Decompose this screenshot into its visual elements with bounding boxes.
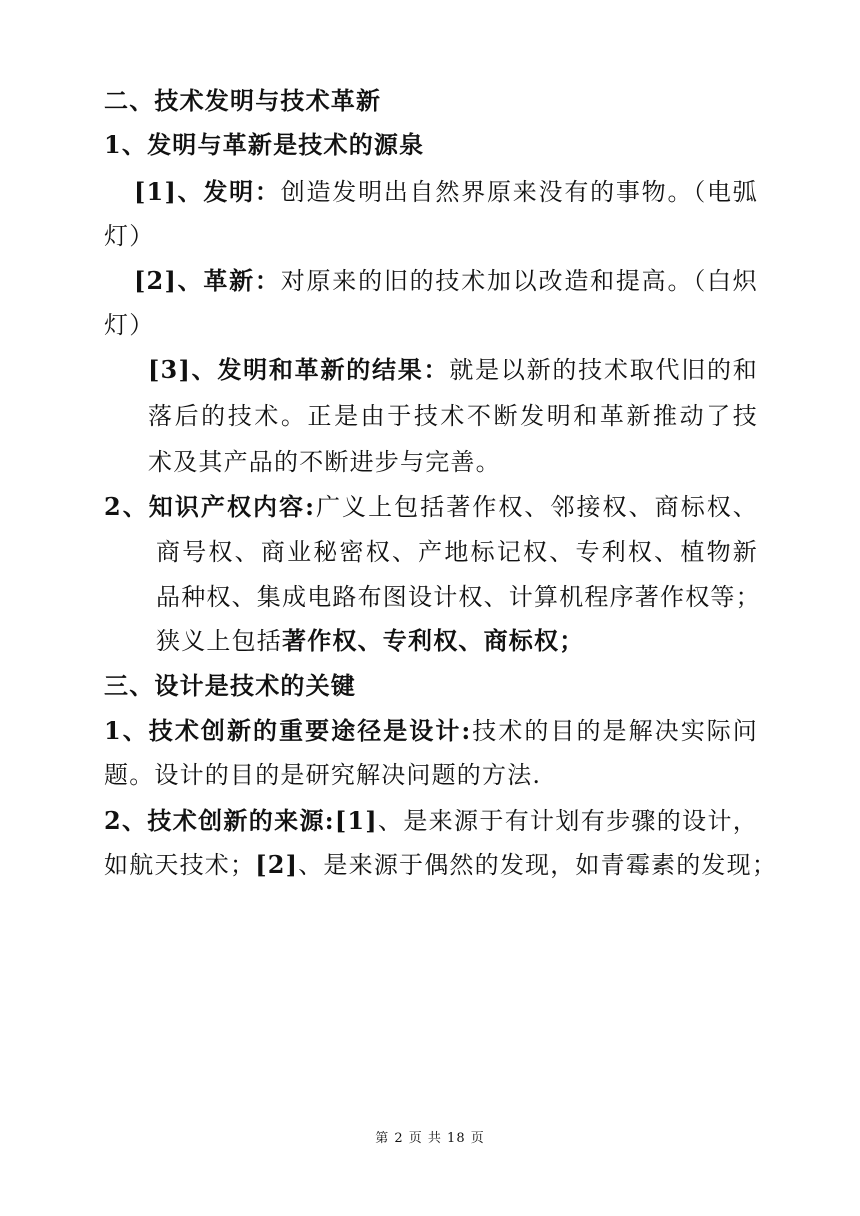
text-span: 著作权、专利权、商标权； bbox=[282, 626, 585, 655]
section-heading-invention bbox=[104, 84, 758, 118]
text-span: 广义上包括著作权、邻接权、商标权、 bbox=[315, 493, 758, 521]
paragraph-line bbox=[156, 535, 758, 569]
text-span: 灯） bbox=[104, 222, 155, 250]
paragraph-line bbox=[104, 714, 758, 748]
paragraph-line bbox=[104, 490, 758, 524]
section-heading-design bbox=[104, 669, 758, 703]
text-span: 如航天技术； bbox=[104, 851, 256, 879]
text-span: 就是以新的技术取代旧的和 bbox=[449, 356, 759, 384]
text-span: 品种权、集成电路布图设计权、计算机程序著作权等； bbox=[156, 583, 761, 611]
subheading-source-of-technology bbox=[104, 128, 758, 162]
text-span: 、是来源于有计划有步骤的设计， bbox=[377, 807, 758, 835]
text-span: [2] bbox=[255, 850, 299, 879]
term-label: [1]、发明： bbox=[134, 177, 281, 206]
text-span: 狭义上包括 bbox=[156, 627, 282, 655]
paragraph-line bbox=[148, 399, 758, 433]
page-number-footer: 第 2 页 共 18 页 bbox=[375, 1131, 485, 1146]
paragraph-line bbox=[156, 580, 761, 614]
paragraph-line bbox=[156, 624, 758, 658]
term-label: 2、技术创新的来源:[1] bbox=[104, 806, 378, 835]
term-label: [2]、革新： bbox=[134, 266, 281, 295]
text-span: 三、设计是技术的关键 bbox=[104, 671, 356, 700]
text-span: 创造发明出自然界原来没有的事物。（电弧 bbox=[280, 178, 758, 206]
paragraph-line bbox=[104, 804, 758, 838]
paragraph-line bbox=[104, 219, 758, 253]
paragraph-line bbox=[134, 175, 758, 209]
text-span: 、是来源于偶然的发现，如青霉素的发现； bbox=[298, 851, 778, 879]
paragraph-line bbox=[104, 308, 758, 342]
text-span: 商号权、商业秘密权、产地标记权、专利权、植物新 bbox=[156, 538, 758, 566]
text-span: 题。设计的目的是研究解决问题的方法. bbox=[104, 761, 542, 789]
text-span: 二、技术发明与技术革新 bbox=[104, 86, 382, 115]
paragraph-line bbox=[148, 353, 758, 387]
term-label: 2、知识产权内容: bbox=[104, 492, 316, 521]
text-span: 落后的技术。正是由于技术不断发明和革新推动了技 bbox=[148, 402, 758, 430]
text-span: 技术的目的是解决实际问 bbox=[471, 717, 758, 745]
paragraph-line bbox=[134, 264, 758, 298]
term-label: [3]、发明和革新的结果： bbox=[148, 355, 450, 384]
text-span: 1、发明与革新是技术的源泉 bbox=[104, 130, 425, 159]
term-label: 1、技术创新的重要途径是设计: bbox=[104, 716, 472, 745]
paragraph-line bbox=[104, 848, 778, 882]
paragraph-line bbox=[104, 758, 758, 792]
text-span: 对原来的旧的技术加以改造和提高。（白炽 bbox=[280, 267, 758, 295]
text-span: 灯） bbox=[104, 311, 155, 339]
text-span: 术及其产品的不断进步与完善。 bbox=[148, 448, 501, 476]
paragraph-line bbox=[148, 445, 758, 479]
